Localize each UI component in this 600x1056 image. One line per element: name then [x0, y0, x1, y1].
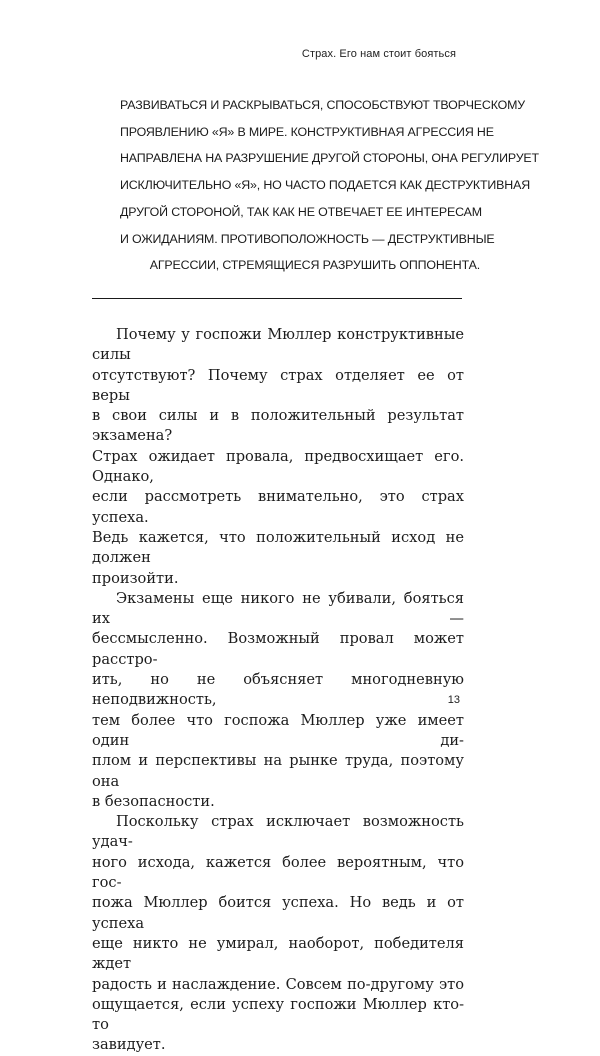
callout-line: ПРОЯВЛЕНИЮ «Я» В МИРЕ. КОНСТРУКТИВНАЯ АГРЕССИЯ НЕ	[120, 124, 494, 139]
text-line: завидует.	[92, 1036, 166, 1054]
text-line: в безопасности.	[92, 792, 215, 810]
body-text	[92, 325, 464, 1056]
text-line: тем более что госпожа Мюллер уже имеет один ди-	[92, 711, 464, 749]
text-line: Поскольку страх исключает возможность удач-	[92, 813, 464, 851]
callout-line: И ОЖИДАНИЯМ. ПРОТИВОПОЛОЖНОСТЬ — ДЕСТРУКТИВНЫЕ	[120, 231, 495, 246]
text-line: ощущается, если успеху госпожи Мюллер кто-то	[92, 995, 464, 1034]
text-line: отсутствуют? Почему страх отделяет ее от веры	[92, 366, 464, 404]
page-number: 13	[447, 694, 460, 706]
text-line: произойти.	[92, 569, 179, 587]
text-line: Ведь кажется, что положительный исход не должен	[92, 528, 464, 567]
callout-line: АГРЕССИИ, СТРЕМЯЩИЕСЯ РАЗРУШИТЬ ОППОНЕНТА.	[149, 258, 480, 273]
running-header: Страх. Его нам стоит бояться	[301, 48, 456, 60]
text-line: еще никто не умирал, наоборот, победителя ждет	[92, 934, 464, 973]
section-divider	[92, 298, 462, 299]
text-line: Экзамены еще никого не убивали, бояться их —	[92, 589, 464, 628]
paragraph-2	[92, 589, 464, 812]
text-line: пожа Мюллер боится успеха. Но ведь и от успеха	[92, 894, 464, 932]
callout-line: ДРУГОЙ СТОРОНОЙ, ТАК КАК НЕ ОТВЕЧАЕТ ЕЕ ИНТЕРЕСАМ	[120, 204, 482, 219]
text-line: в свои силы и в положительный результат экзамена?	[92, 407, 464, 445]
text-line: если рассмотреть внимательно, это страх успеха.	[92, 488, 464, 526]
callout-line: НАПРАВЛЕНА НА РАЗРУШЕНИЕ ДРУГОЙ СТОРОНЫ, ОНА РЕГУЛИРУЕТ	[120, 151, 539, 166]
callout-text	[120, 92, 539, 279]
text-line: радость и наслаждение. Совсем по-другому это	[92, 975, 464, 993]
paragraph-1	[92, 325, 464, 589]
text-line: плом и перспективы на рынке труда, поэтому она	[92, 752, 464, 790]
text-line: Почему у госпожи Мюллер конструктивные силы	[92, 326, 464, 364]
text-line: бессмысленно. Возможный провал может расстро-	[92, 630, 464, 668]
text-line: ного исхода, кажется более вероятным, что гос-	[92, 853, 464, 892]
text-line: ить, но не объясняет многодневную неподвижность,	[92, 671, 464, 709]
callout-line: РАЗВИВАТЬСЯ И РАСКРЫВАТЬСЯ, СПОСОБСТВУЮТ ТВОРЧЕСКОМУ	[120, 98, 526, 112]
callout-line: ИСКЛЮЧИТЕЛЬНО «Я», НО ЧАСТО ПОДАЕТСЯ КАК ДЕСТРУКТИВНАЯ	[120, 178, 531, 193]
text-line: Страх ожидает провала, предвосхищает его. Однако,	[92, 447, 464, 486]
paragraph-3	[92, 812, 464, 1056]
